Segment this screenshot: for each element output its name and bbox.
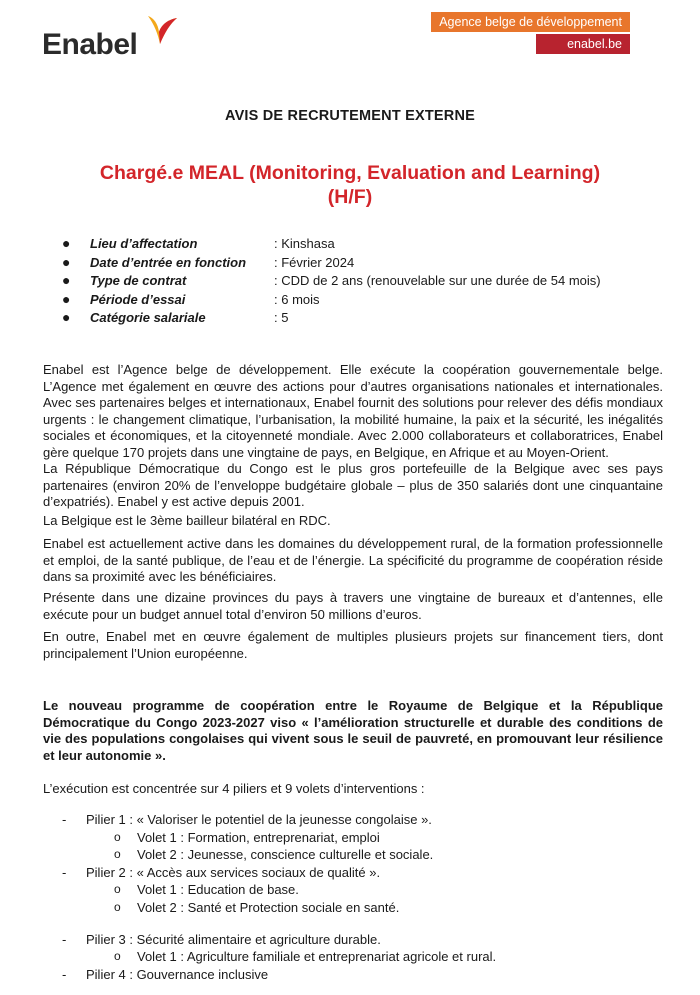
- dash-bullet: -: [62, 864, 67, 880]
- circle-bullet: o: [114, 882, 121, 897]
- agency-banner: [431, 12, 630, 54]
- volet-text: Volet 1 : Formation, entreprenariat, emploi: [137, 829, 380, 845]
- info-row-salary-category: [62, 310, 662, 329]
- info-value: : Kinshasa: [274, 236, 335, 251]
- dash-bullet: -: [62, 931, 67, 947]
- info-row-contract-type: [62, 273, 662, 292]
- pillar-item: [62, 967, 662, 985]
- info-row-start-date: [62, 255, 662, 274]
- info-label: Type de contrat: [90, 273, 187, 288]
- job-title: [60, 161, 640, 209]
- info-label: Période d’essai: [90, 291, 186, 307]
- volet-text: Volet 1 : Education de base.: [137, 882, 299, 898]
- volet-text: Volet 2 : Santé et Protection sociale en santé.: [137, 899, 400, 915]
- circle-bullet: o: [114, 949, 121, 964]
- pillar-item: [62, 865, 662, 883]
- volet-item: [62, 900, 662, 918]
- notice-heading: AVIS DE RECRUTEMENT EXTERNE: [224, 108, 476, 124]
- info-label: Date d’entrée en fonction: [90, 254, 247, 270]
- volet-item: [62, 949, 662, 967]
- bullet-icon: ●: [62, 309, 71, 325]
- info-row-location: [62, 236, 662, 255]
- volet-text: Volet 1 : Agriculture familiale et entreprenariat agricole et rural.: [137, 949, 497, 965]
- paragraph-execution: L’exécution est concentrée sur 4 piliers et 9 volets d’interventions :: [43, 781, 425, 796]
- volet-item: [62, 830, 662, 848]
- paragraph-program: Le nouveau programme de coopération entre le Royaume de Belgique et la République Démocratique du Congo 2023-2027 viso « l’amélioration structurelle et durable des conditions de vie des populations congolaises qui vivent sous le seuil de pauvreté, en promouvant leur résilience et leur autonomie ».: [43, 698, 663, 763]
- paragraph-about-enabel: Enabel est l’Agence belge de développement. Elle exécute la coopération gouvernementale belge. L’Agence met également en œuvre des actions pour d’autres organisations nationales et internationales. Avec ses partenaires belges et internationaux, Enabel fournit des solutions pour relever des défis mondiaux urgents : le changement climatique, l’urbanisation, la mobilité humaine, la paix et la sécurité, les inégalités sociales et économiques, et la citoyenneté mondiale. Avec 2.000 collaborateurs et collaboratrices, Enabel gère quelque 170 projets dans une vingtaine de pays, en Belgique, en Afrique et au Moyen-Orient.: [43, 362, 663, 460]
- dash-bullet: -: [62, 966, 67, 982]
- spacer: [62, 918, 662, 932]
- info-value: : Février 2024: [274, 254, 355, 270]
- job-title-line-2: (H/F): [327, 186, 373, 208]
- info-label: Lieu d’affectation: [90, 236, 198, 251]
- paragraph-third-party: En outre, Enabel met en œuvre également de multiples plusieurs projets sur financement tiers, dont principalement l’Union européenne.: [43, 629, 663, 661]
- dash-bullet: -: [62, 812, 67, 827]
- paragraph-donor-rank: La Belgique est le 3ème bailleur bilatéral en RDC.: [43, 513, 331, 528]
- agency-name: Agence belge de développement: [431, 12, 630, 32]
- pillar-text: Pilier 1 : « Valoriser le potentiel de la jeunesse congolaise ».: [86, 812, 432, 827]
- volet-item: [62, 882, 662, 900]
- job-title-line-1: Chargé.e MEAL (Monitoring, Evaluation and Learning): [99, 162, 601, 184]
- info-value: : 5: [274, 310, 289, 325]
- pillar-text: Pilier 4 : Gouvernance inclusive: [86, 966, 269, 982]
- circle-bullet: o: [114, 829, 121, 844]
- pillar-text: Pilier 2 : « Accès aux services sociaux de qualité ».: [86, 864, 381, 880]
- info-row-trial-period: [62, 292, 662, 311]
- logo-text: Enabel: [42, 28, 138, 61]
- pillar-text: Pilier 3 : Sécurité alimentaire et agriculture durable.: [86, 931, 381, 947]
- pillars-list: [62, 812, 662, 984]
- info-value: : CDD de 2 ans (renouvelable sur une durée de 54 mois): [274, 273, 601, 288]
- info-value: : 6 mois: [274, 291, 320, 307]
- agency-website-link[interactable]: enabel.be: [536, 34, 630, 54]
- volet-item: [62, 847, 662, 865]
- pillar-item: [62, 932, 662, 950]
- circle-bullet: o: [114, 847, 121, 862]
- volet-text: Volet 2 : Jeunesse, conscience culturelle et sociale.: [137, 847, 434, 863]
- bird-logo-icon: [144, 12, 180, 48]
- job-info-list: [62, 236, 662, 329]
- bullet-icon: ●: [62, 253, 71, 270]
- circle-bullet: o: [114, 899, 121, 914]
- paragraph-presence: Présente dans une dizaine provinces du pays à travers une vingtaine de bureaux et d’antennes, elle exécute pour un budget annuel total d’environ 50 millions d’euros.: [43, 590, 663, 622]
- pillar-item: [62, 812, 662, 830]
- paragraph-domains: Enabel est actuellement active dans les domaines du développement rural, de la formation professionnelle et emploi, de la santé publique, de l’eau et de l’énergie. La spécificité du programme de coopération réside dans sa proximité avec les bénéficiaires.: [43, 536, 663, 585]
- info-label: Catégorie salariale: [90, 310, 206, 325]
- bullet-icon: ●: [62, 272, 71, 288]
- bullet-icon: ●: [62, 290, 71, 307]
- paragraph-drc-portfolio: La République Démocratique du Congo est le plus gros portefeuille de la Belgique avec ses pays partenaires (environ 20% de l’enveloppe budgétaire globale – plus de 350 salariés dont une cinquantaine d’expatriés). Enabel y est active depuis 2001.: [43, 461, 663, 510]
- bullet-icon: ●: [62, 235, 71, 251]
- enabel-logo: [42, 10, 242, 70]
